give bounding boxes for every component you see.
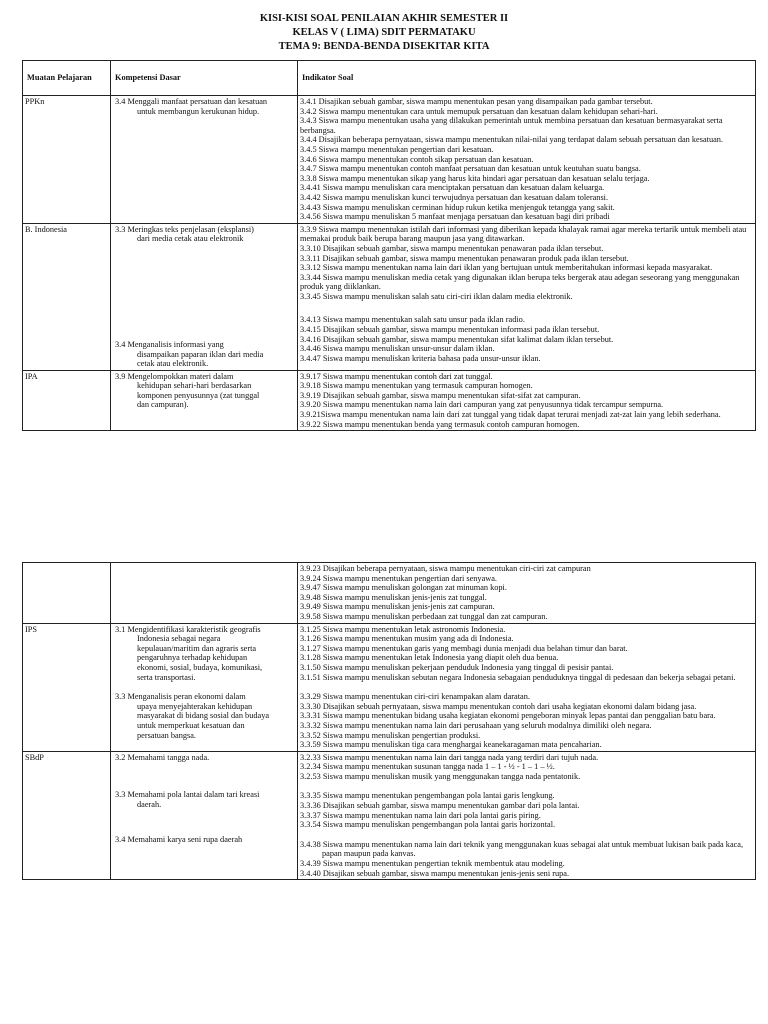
indicator-item: 3.4.3 Siswa mampu menentukan usaha yang dilakukan pemerintah untuk membina persatuan dan kesatuan bermasyarakat serta berbangsa. xyxy=(300,116,723,135)
indicator-item: 3.4.2 Siswa mampu menentukan cara untuk memupuk persatuan dan kesatuan dalam kehidupan sehari-hari. xyxy=(300,106,658,116)
indicator-item: 3.9.21Siswa mampu menentukan nama lain dari zat tunggal yang tidak dapat terurai menjadi zat-zat lain yang lebih sederhana. xyxy=(300,410,721,420)
indicator-cell xyxy=(298,751,756,880)
kd-text: cetak atau elektronik. xyxy=(137,359,209,369)
indicator-item: 3.3.11 Disajikan sebuah gambar, siswa mampu menentukan penawaran produk pada iklan tersebut. xyxy=(300,253,629,263)
indicator-item: 3.4.1 Disajikan sebuah gambar, siswa mampu menentukan pesan yang disampaikan pada gambar tersebut. xyxy=(300,97,653,106)
indicator-cell xyxy=(298,96,756,224)
table-row-ipa xyxy=(23,370,756,431)
indicator-item: 3.9.49 Siswa mampu menuliskan jenis-jenis zat campuran. xyxy=(300,602,495,612)
indicator-item: 3.3.52 Siswa mampu menuliskan pengertian produksi. xyxy=(300,730,481,740)
indicator-item: 3.3.54 Siswa mampu menuliskan pengembangan pola lantai garis horizontal. xyxy=(300,820,556,830)
indicator-item: 3.3.31 Siswa mampu menentukan bidang usaha kegiatan ekonomi pengeboran minyak lepas pantai dan penggalian batu bara. xyxy=(300,711,716,721)
kd-text: untuk memperkuat kesatuan dan xyxy=(137,720,245,730)
kd-text: kepulauan/maritim dan agraris serta xyxy=(137,643,257,653)
indicator-item: 3.9.58 Siswa mampu menuliskan perbedaan zat tunggal dan zat campuran. xyxy=(300,611,548,621)
indicator-item: 3.4.42 Siswa mampu menuliskan kunci terwujudnya persatuan dan kesatuan dalam toleransi. xyxy=(300,192,609,202)
indicator-item: 3.3.37 Siswa mampu menentukan nama lain dari pola lantai garis piring. xyxy=(300,810,541,820)
kd-text: daerah. xyxy=(137,799,162,809)
kd-cell xyxy=(111,370,298,431)
indicator-item: 3.3.32 Siswa mampu menentukan nama lain dari perusahaan yang seluruh modalnya dimiliki oleh negara. xyxy=(300,720,652,730)
indicator-item: 3.4.7 Siswa mampu menentukan contoh manfaat persatuan dan kesatuan untuk keutuhan suatu bangsa. xyxy=(300,164,641,174)
kd-cell xyxy=(111,751,298,880)
kd-text: masyarakat di bidang sosial dan budaya xyxy=(137,711,270,721)
indicator-item: 3.4.13 Siswa mampu menentukan salah satu unsur pada iklan radio. xyxy=(300,315,525,325)
indicator-item: 3.3.36 Disajikan sebuah gambar, siswa mampu menentukan gambar dari pola lantai. xyxy=(300,801,580,811)
indicator-item: 3.1.25 Siswa mampu menentukan letak astronomis Indonesia. xyxy=(300,624,506,634)
kd-text: disampaikan paparan iklan dari media xyxy=(137,349,264,359)
document-theme-line: TEMA 9: BENDA-BENDA DISEKITAR KITA xyxy=(278,41,490,52)
indicator-item: 3.4.46 Siswa mampu menuliskan unsur-unsur dalam iklan. xyxy=(300,344,495,354)
kd-text: dan campuran). xyxy=(137,400,189,410)
kd-text: 3.3 Meringkas teks penjelasan (eksplansi) xyxy=(115,224,254,234)
kisi-kisi-table-page-1 xyxy=(22,60,756,431)
kd-text: 3.4 Menggali manfaat persatuan dan kesatuan xyxy=(115,97,268,106)
indicator-cell xyxy=(298,223,756,370)
indicator-item: 3.3.8 Siswa mampu menentukan sikap yang harus kita hindari agar persatuan dan kesatuan selalu terjaga. xyxy=(300,173,650,183)
indicator-item: 3.2.33 Siswa mampu menentukan nama lain dari tangga nada yang terdiri dari tujuh nada. xyxy=(300,752,599,762)
kd-text: Indonesia sebagai negara xyxy=(137,634,221,644)
kd-text: 3.9 Mengelompokkan materi dalam xyxy=(115,371,234,381)
indicator-item: 3.4.38 Siswa mampu menentukan nama lain dari teknik yang menggunakan kuas sebagai alat untuk membuat lukisan baik pada kaca, papan maupun pada kanvas. xyxy=(300,839,744,859)
subject-cell: B. Indonesia xyxy=(23,223,111,370)
header-muatan: Muatan Pelajaran xyxy=(23,61,111,96)
kd-text: ekonomi, sosial, budaya, komunikasi, xyxy=(137,662,263,672)
kd-text: serta transportasi. xyxy=(137,672,196,682)
kd-text: upaya menyejahterakan kehidupan xyxy=(137,701,253,711)
kd-text: dari media cetak atau elektronik xyxy=(137,234,244,244)
indicator-item: 3.3.30 Disajikan sebuah pernyataan, siswa mampu menentukan contoh dari usaha kegiatan ekonomi dalam bidang jasa. xyxy=(300,701,697,711)
document-class-line: KELAS V ( LIMA) SDIT PERMATAKU xyxy=(292,27,476,38)
kd-text: 3.3 Memahami pola lantai dalam tari kreasi xyxy=(115,790,260,800)
indicator-item: 3.4.41 Siswa mampu menuliskan cara menciptakan persatuan dan kesatuan dalam keluarga. xyxy=(300,183,605,193)
kd-cell xyxy=(111,623,298,751)
indicator-item: 3.4.15 Disajikan sebuah gambar, siswa mampu menentukan informasi pada iklan tersebut. xyxy=(300,325,600,335)
subject-cell: SBdP xyxy=(23,751,111,880)
kd-text: pengaruhnya terhadap kehidupan xyxy=(137,653,248,663)
indicator-item: 3.4.5 Siswa mampu menentukan pengertian dari kesatuan. xyxy=(300,144,494,154)
kd-cell xyxy=(111,563,298,624)
subject-cell: PPKn xyxy=(23,96,111,224)
indicator-item: 3.9.19 Disajikan sebuah gambar, siswa mampu menentukan sifat-sifat zat campuran. xyxy=(300,390,581,400)
kd-text: 3.4 Memahami karya seni rupa daerah xyxy=(115,835,243,845)
kd-text: kehidupan sehari-hari berdasarkan xyxy=(137,381,252,391)
indicator-item: 3.1.27 Siswa mampu menentukan garis yang membagi dunia menjadi dua belahan timur dan barat. xyxy=(300,643,628,653)
indicator-item: 3.9.20 Siswa mampu menentukan nama lain dari campuran yang zat penyusunnya tidak tercampur sempurna. xyxy=(300,400,664,410)
indicator-item: 3.4.4 Disajikan beberapa pernyataan, siswa mampu menentukan nilai-nilai yang terdapat dalam sebuah persatuan dan kesatuan. xyxy=(300,135,723,145)
indicator-item: 3.9.18 Siswa mampu menentukan yang termasuk campuran homogen. xyxy=(300,381,533,391)
table-row-bindo xyxy=(23,223,756,370)
indicator-item: 3.2.34 Siswa mampu menentukan susunan tangga nada 1 – 1 - ½ - 1 – 1 – ½. xyxy=(300,762,555,772)
indicator-cell xyxy=(298,370,756,431)
subject-cell xyxy=(23,563,111,624)
indicator-item: 3.4.43 Siswa mampu menuliskan cerminan hidup rukun ketika menjenguk tetangga yang sakit. xyxy=(300,202,615,212)
subject-cell: IPA xyxy=(23,370,111,431)
indicator-cell xyxy=(298,563,756,624)
kd-text: 3.1 Mengidentifikasi karakteristik geografis xyxy=(115,624,261,634)
subject-cell: IPS xyxy=(23,623,111,751)
table-row-ips xyxy=(23,623,756,751)
indicator-item: 3.3.10 Disajikan sebuah gambar, siswa mampu menentukan penawaran pada iklan tersebut. xyxy=(300,243,604,253)
kd-text: 3.3 Menganalisis peran ekonomi dalam xyxy=(115,692,246,702)
indicator-cell xyxy=(298,623,756,751)
indicator-item: 3.1.28 Siswa mampu menentukan letak Indonesia yang diapit oleh dua benua. xyxy=(300,653,559,663)
indicator-item: 3.9.24 Siswa mampu menentukan pengertian dari senyawa. xyxy=(300,573,497,583)
indicator-item: 3.3.59 Siswa mampu menuliskan tiga cara menghargai keanekaragaman mata pencaharian. xyxy=(300,740,602,750)
indicator-item: 3.9.48 Siswa mampu menuliskan jenis-jenis zat tunggal. xyxy=(300,592,487,602)
indicator-item: 3.3.45 Siswa mampu menuliskan salah satu ciri-ciri iklan dalam media elektronik. xyxy=(300,291,573,301)
kd-cell xyxy=(111,96,298,224)
kisi-kisi-table-page-2 xyxy=(22,562,756,880)
indicator-item: 3.4.40 Disajikan sebuah gambar, siswa mampu menentukan jenis-jenis seni rupa. xyxy=(300,868,570,878)
indicator-item: 3.2.53 Siswa mampu menuliskan musik yang menggunakan tangga nada pentatonik. xyxy=(300,771,581,781)
indicator-item: 3.9.23 Disajikan beberapa pernyataan, siswa mampu menentukan ciri-ciri zat campuran xyxy=(300,564,591,573)
indicator-item: 3.3.29 Siswa mampu menentukan ciri-ciri kenampakan alam daratan. xyxy=(300,692,530,702)
header-indikator: Indikator Soal xyxy=(298,61,756,96)
indicator-item: 3.4.16 Disajikan sebuah gambar, siswa mampu menentukan sifat kalimat dalam iklan tersebut. xyxy=(300,334,614,344)
kd-text: untuk membangun kerukunan hidup. xyxy=(137,106,260,116)
indicator-item: 3.3.35 Siswa mampu menentukan pengembangan pola lantai garis lengkung. xyxy=(300,791,555,801)
indicator-item: 3.3.12 Siswa mampu menentukan nama lain dari iklan yang bertujuan untuk memberitahukan informasi kepada masyarakat. xyxy=(300,263,713,273)
indicator-item: 3.4.47 Siswa mampu menuliskan kriteria bahasa pada unsur-unsur iklan. xyxy=(300,353,541,363)
kd-text: 3.4 Menganalisis informasi yang xyxy=(115,339,224,349)
table-row-ipa-continued xyxy=(23,563,756,624)
indicator-item: 3.4.56 Siswa mampu menuliskan 5 manfaat menjaga persatuan dan kesatuan bagi diri pribadi xyxy=(300,212,610,222)
indicator-item: 3.9.17 Siswa mampu menentukan contoh dari zat tunggal. xyxy=(300,371,493,381)
kd-text: persatuan bangsa. xyxy=(137,730,196,740)
indicator-item: 3.1.50 Siswa mampu menuliskan pekerjaan penduduk Indonesia yang tinggal di pesisir pantai. xyxy=(300,662,614,672)
table-header-row xyxy=(23,61,756,96)
kd-cell xyxy=(111,223,298,370)
table-row-sbdp xyxy=(23,751,756,880)
table-row-ppkn xyxy=(23,96,756,224)
indicator-item: 3.9.22 Siswa mampu menentukan benda yang termasuk contoh campuran homogen. xyxy=(300,419,580,429)
indicator-item: 3.1.26 Siswa mampu menentukan musim yang ada di Indonesia. xyxy=(300,634,514,644)
indicator-item: 3.3.44 Siswa mampu menuliskan media cetak yang digunakan iklan berupa teks bergerak atau adegan seseorang yang menggunakan produk yang diiklankan. xyxy=(300,272,740,292)
kd-text: komponen penyusunnya (zat tunggal xyxy=(137,390,260,400)
kd-text: 3.2 Memahami tangga nada. xyxy=(115,752,210,762)
indicator-item: 3.4.39 Siswa mampu menentukan pengertian teknik membentuk atau modeling. xyxy=(300,859,565,869)
indicator-item: 3.4.6 Siswa mampu menentukan contoh sikap persatuan dan kesatuan. xyxy=(300,154,534,164)
document-title: KISI-KISI SOAL PENILAIAN AKHIR SEMESTER II xyxy=(259,13,509,24)
indicator-item: 3.3.9 Siswa mampu menentukan istilah dari informasi yang diberikan kepada khalayak ramai agar mereka tertarik untuk membeli atau memakai produk baik berupa barang maupun jasa yang ditawarkan. xyxy=(300,224,747,244)
indicator-item: 3.1.51 Siswa mampu menuliskan sebutan negara Indonesia sebagaian penduduknya tinggal di pedesaan dan bekerja sebagai petani. xyxy=(300,672,736,682)
header-kompetensi: Kompetensi Dasar xyxy=(111,61,298,96)
indicator-item: 3.9.47 Siswa mampu menuliskan golongan zat minuman kopi. xyxy=(300,583,507,593)
